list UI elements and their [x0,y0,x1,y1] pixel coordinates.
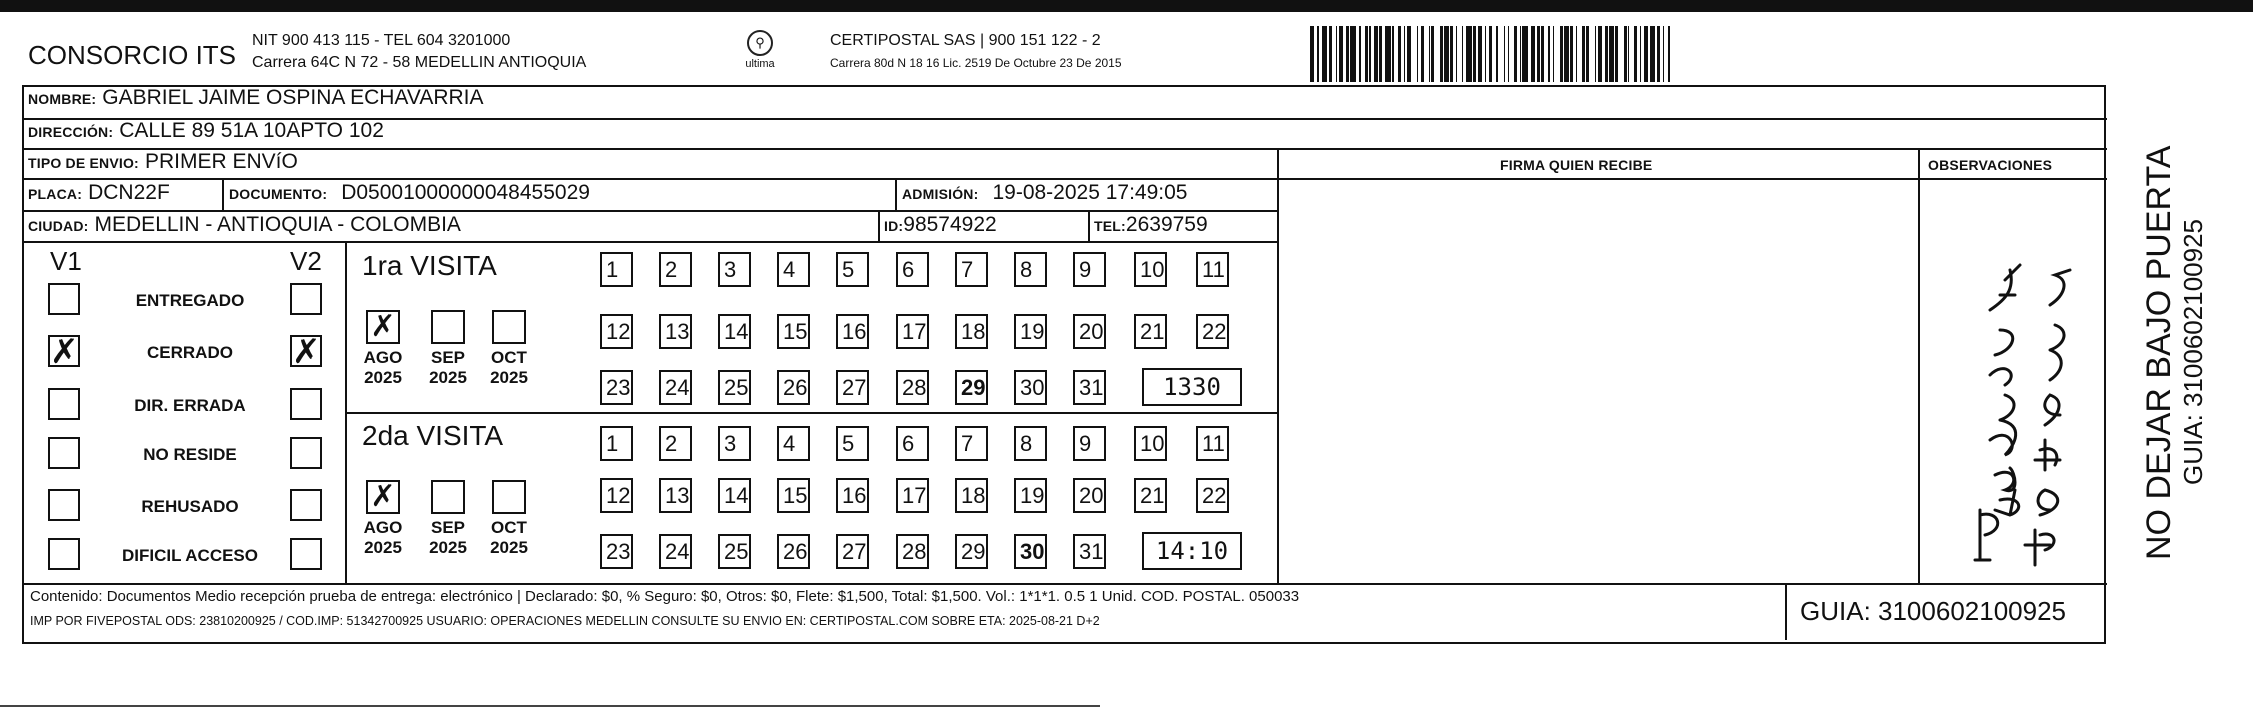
visit1-time-box[interactable]: 1330 [1142,368,1242,406]
visit2-day-box[interactable]: 2 [659,426,692,461]
visit1-month-checkbox[interactable] [492,310,526,344]
visit1-day-box[interactable]: 7 [955,252,988,287]
visit2-day-box[interactable]: 22 [1196,478,1229,513]
nombre-value: GABRIEL JAIME OSPINA ECHAVARRIA [102,86,484,109]
visit2-day-box[interactable]: 21 [1134,478,1167,513]
placa-value: DCN22F [88,181,170,204]
v2-header: V2 [290,246,322,276]
visit2-day-box[interactable]: 30 [1014,534,1047,569]
id-row [884,213,997,237]
visit1-day-box[interactable]: 20 [1073,314,1106,349]
visit1-day-box[interactable]: 16 [836,314,869,349]
company-info [252,30,586,74]
ciudad-row [28,213,461,237]
visit1-day-box[interactable]: 28 [896,370,929,405]
logo-icon: ⚲ [747,30,773,56]
certipostal-name: CERTIPOSTAL SAS | 900 151 122 - 2 [830,32,1101,49]
v1-checkbox[interactable] [48,437,80,469]
visit2-month-checkbox[interactable] [492,480,526,514]
visit1-day-box[interactable]: 31 [1073,370,1106,405]
visit2-day-box[interactable]: 20 [1073,478,1106,513]
visit1-day-box[interactable]: 13 [659,314,692,349]
visit2-month-checkbox[interactable]: ✗ [366,480,400,514]
admision-value: 19-08-2025 17:49:05 [992,181,1188,204]
visit2-month-label: OCT [491,518,527,537]
address-line: Carrera 64C N 72 - 58 MEDELLIN ANTIOQUIA [252,54,587,71]
visit2-day-box[interactable]: 26 [777,534,810,569]
placa-row [28,181,170,205]
visit1-year-label: 2025 [490,368,528,387]
visit1-day-box[interactable]: 15 [777,314,810,349]
direccion-label: DIRECCIÓN: [28,124,114,140]
visit2-day-box[interactable]: 29 [955,534,988,569]
visit2-year-label: 2025 [490,538,528,557]
visit1-day-box[interactable]: 23 [600,370,633,405]
firma-label: FIRMA QUIEN RECIBE [1500,157,1653,173]
v1-checkbox[interactable]: ✗ [50,332,79,372]
status-option-label: DIR. ERRADA [134,396,246,415]
id-label: ID: [884,218,904,234]
v1-checkbox[interactable] [48,388,80,420]
visit2-day-box[interactable]: 4 [777,426,810,461]
v2-checkbox[interactable] [290,388,322,420]
documento-row [229,181,590,205]
admision-label: ADMISIÓN: [902,186,979,202]
status-option-label: ENTREGADO [135,291,245,310]
visit1-day-box[interactable]: 5 [836,252,869,287]
visit1-day-box[interactable]: 21 [1134,314,1167,349]
tipo-envio-value: PRIMER ENVíO [144,150,298,173]
direccion-row [28,119,384,143]
visit2-day-box[interactable]: 24 [659,534,692,569]
tel-label: TEL: [1094,218,1126,234]
ciudad-label: CIUDAD: [28,218,89,234]
visit2-month-checkbox[interactable] [431,480,465,514]
visit1-day-box[interactable]: 18 [955,314,988,349]
visit2-day-box[interactable]: 14 [718,478,751,513]
status-option-label: DIFICIL ACCESO [121,546,258,565]
status-option-label: CERRADO [147,343,233,362]
tel-value: 2639759 [1125,213,1208,236]
id-value: 98574922 [903,213,997,236]
barcode [1310,26,1950,82]
company-name: CONSORCIO ITS [28,40,237,70]
visit2-day-box[interactable]: 6 [896,426,929,461]
visit1-day-box[interactable]: 30 [1014,370,1047,405]
tipo-envio-label: TIPO DE ENVIO: [28,155,139,171]
visit2-day-box[interactable]: 23 [600,534,633,569]
visit2-day-box[interactable]: 25 [718,534,751,569]
visit1-day-box[interactable]: 4 [777,252,810,287]
v2-checkbox[interactable] [290,283,322,315]
v2-checkbox[interactable] [290,538,322,570]
visit2-month-label: SEP [430,518,466,537]
visit2-day-box[interactable]: 18 [955,478,988,513]
certipostal-address: Carrera 80d N 18 16 Lic. 2519 De Octubre 23 De 2015 [830,56,1122,70]
v2-checkbox[interactable] [290,437,322,469]
placa-label: PLACA: [28,186,83,202]
status-option-label: REHUSADO [141,497,239,516]
visit2-time-box[interactable]: 14:10 [1142,532,1242,570]
visit2-day-box[interactable]: 1 [600,426,633,461]
visit1-day-box[interactable]: 26 [777,370,810,405]
no-dejar-bajo-puerta: NO DEJAR BAJO PUERTA [2140,145,2178,560]
visit2-day-box[interactable]: 19 [1014,478,1047,513]
visit1-day-box[interactable]: 12 [600,314,633,349]
documento-label: DOCUMENTO: [229,186,328,202]
direccion-value: CALLE 89 51A 10APTO 102 [119,119,384,142]
visit1-day-box[interactable]: 11 [1196,252,1229,287]
visit2-year-label: 2025 [429,538,467,557]
visit2-year-label: 2025 [364,538,402,557]
visit1-day-box[interactable]: 9 [1073,252,1106,287]
visit1-day-box[interactable]: 1 [600,252,633,287]
side-guia-number: GUIA: 3100602100925 [2178,219,2208,485]
visit1-year-label: 2025 [364,368,402,387]
visit1-month-label: SEP [430,348,466,367]
nombre-label: NOMBRE: [28,91,97,107]
admision-row [902,181,1187,205]
visit2-day-box[interactable]: 12 [600,478,633,513]
visit1-month-label: AGO [363,348,403,367]
tel-row [1094,213,1208,237]
visit2-day-box[interactable]: 31 [1073,534,1106,569]
postal-logo [730,30,790,74]
v2-checkbox[interactable]: ✗ [292,332,321,372]
visit1-day-box[interactable]: 2 [659,252,692,287]
visit1-day-box[interactable]: 19 [1014,314,1047,349]
visit1-year-label: 2025 [429,368,467,387]
visit2-title: 2da VISITA [362,420,504,451]
visit1-day-box[interactable]: 25 [718,370,751,405]
handwritten-observations [1920,210,2100,580]
visit2-day-box[interactable]: 7 [955,426,988,461]
visit1-day-box[interactable]: 29 [955,370,988,405]
tipo-envio-row [28,150,298,174]
visit1-day-box[interactable]: 3 [718,252,751,287]
documento-value: D05001000000048455029 [341,181,590,204]
visit2-month-label: AGO [363,518,403,537]
visit2-day-box[interactable]: 10 [1134,426,1167,461]
visit1-day-box[interactable]: 6 [896,252,929,287]
v1-header: V1 [50,246,82,276]
observaciones-label: OBSERVACIONES [1928,157,2053,173]
certipostal-info [830,30,1122,74]
visit2-day-box[interactable]: 8 [1014,426,1047,461]
visit2-day-box[interactable]: 13 [659,478,692,513]
v2-checkbox[interactable] [290,489,322,521]
v1-checkbox[interactable] [48,489,80,521]
status-option-label: NO RESIDE [143,445,237,464]
visit2-day-box[interactable]: 3 [718,426,751,461]
visit1-title: 1ra VISITA [362,250,497,281]
guia-number: GUIA: 3100602100925 [1800,596,2066,626]
footer-contents: Contenido: Documentos Medio recepción prueba de entrega: electrónico | Declarado: $0, % Seguro: $0, Otros: $0, Flete: $1,500, Total: $1,500. Vol.: 1*1*1. 0.5 1 Unid. COD. POSTAL. 050033 [30,588,1300,605]
delivery-form-frame [22,85,2106,644]
visit2-day-box[interactable]: 11 [1196,426,1229,461]
logo-caption: ultima [745,58,775,70]
visit2-day-box[interactable]: 5 [836,426,869,461]
visit1-month-checkbox[interactable] [431,310,465,344]
visit1-day-box[interactable]: 17 [896,314,929,349]
visit1-month-checkbox[interactable]: ✗ [366,310,400,344]
visit2-day-box[interactable]: 28 [896,534,929,569]
top-border-bar [0,0,2253,12]
visit1-day-box[interactable]: 8 [1014,252,1047,287]
barcode-bar [1670,26,1673,82]
visit2-day-box[interactable]: 16 [836,478,869,513]
nombre-row [28,86,484,110]
visit2-day-box[interactable]: 15 [777,478,810,513]
visit1-day-box[interactable]: 27 [836,370,869,405]
v1-checkbox[interactable] [48,538,80,570]
visit2-day-box[interactable]: 17 [896,478,929,513]
visit1-day-box[interactable]: 10 [1134,252,1167,287]
visit1-day-box[interactable]: 22 [1196,314,1229,349]
visit1-day-box[interactable]: 14 [718,314,751,349]
footer-imp-info: IMP POR FIVEPOSTAL ODS: 23810200925 / COD.IMP: 51342700925 USUARIO: OPERACIONES MEDELLIN CONSULTE SU ENVIO EN: CERTIPOSTAL.COM SOBRE ETA: 2025-08-21 D+2 [30,614,1100,628]
visit2-day-box[interactable]: 9 [1073,426,1106,461]
visit1-month-label: OCT [491,348,527,367]
nit-line: NIT 900 413 115 - TEL 604 3201000 [252,32,511,49]
ciudad-value: MEDELLIN - ANTIOQUIA - COLOMBIA [94,213,461,236]
v1-checkbox[interactable] [48,283,80,315]
visit1-day-box[interactable]: 24 [659,370,692,405]
visit2-day-box[interactable]: 27 [836,534,869,569]
